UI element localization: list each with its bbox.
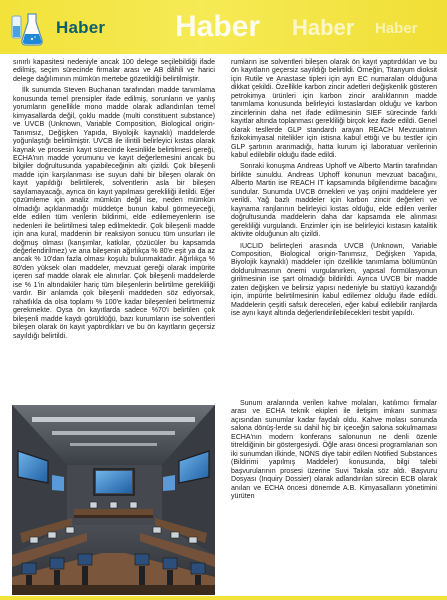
conference-hall-illustration: [12, 405, 215, 595]
lower-right-article-column: [231, 400, 437, 504]
conference-hall-photo: [12, 405, 215, 595]
header-watermark: Haber: [375, 20, 418, 37]
header-watermark: Haber: [292, 15, 355, 40]
right-article-column: [231, 59, 437, 322]
header-band: [0, 0, 447, 54]
paragraph: IUCLID belirteçleri arasında UVCB (Unknown, Variable Composition, Biological origin-Tanımsız, Değişken Yapıda, Biyolojik kaynaklı) maddeler için özellikle tanımlama bölümünün doldurulmasının önemi vurgulanırken, yapısal formülasyonun girilmesinin ise şart olmadığı bildirildi. Ayrıca UVCB bir madde zaten değişken ve belirsiz yapısı nedeniyle bu statüyü kazandığı için, impürite belirtilmesinin kabul edilemez olduğu ifade edildi. Maddelerin çeşitli safsık dereceleri, eğer kabul edilebilir ranjlarda ise aynı kayıt altında değerlendirilebilecekleri tesbit yapıldı.: [231, 242, 437, 318]
paragraph: sınırlı kapasitesi nedeniyle ancak 100 delege seçilebildiği ifade edilmiş, seçim sürecinde firmalar arası ve AB dâhili ve harici delege dağılımının mümkün mertebe gözetildiği belirtilmiştir.: [13, 59, 215, 83]
left-article-column: [13, 59, 215, 344]
flask-icon: [8, 10, 44, 48]
footer-band: [0, 596, 447, 600]
section-title: Haber: [56, 18, 106, 37]
header-watermark: Haber: [175, 10, 261, 43]
paragraph: rumların ise solventleri bileşen olarak ön kayıt yaptırdıkları ve bu ön kayıtların geçersiz sayıldığı belirtildi. Örneğin, Titanyum dioksit için Rutile ve Anastase tipleri için ayrı EC numaraları olduğuna dikkat çekildi. Özellikle karbon zincir adetleri değişkenlik gösteren petrokimya ürünleri için karbon zincir aralıklarının madde tanımlama konusunda belirleyici kıstaslardan olduğu ve karbon zincirlerinin daha net ifade edilmesinin SIEF sürecinde farklı kayıtlar altında toplanması gerekliliği birçok kez ifade edildi. Genel olarak tesllerde GLP standardı arayan REACH Mevzuatının fizikokimyasal nitelikler için istisna kabul ettiği ve bu testler için GLP şartının aranmadığı, hatta kurum içi laboratuar verilerinin kabul edilebilir olduğu ifade edildi.: [231, 59, 437, 159]
paragraph: Sonraki konuşma Andreas Uphoff ve Alberto Martin tarafından birlikte sunuldu. Andreas Uphoff konunun mevzuat bacağını, Alberto Martin ise REACH IT kapsamında bilgilendirme bacağını sundular. Sunumda UVCB örnekleri ve yaş orijini maddelere yer verildi. Yağ bazlı maddeler için karbon zincir değerleri ve kaynama ranjlarının belirleyici kıstas olduğu, elde edilen veriler doğrultusunda maddelerin daha dar kapsamda ele alınması gerekliliği vurgulandı. Enzimler için ise belirleyici kıstasın katalitik aktivite olduğunun altı çizildi.: [231, 163, 437, 239]
paragraph: Sunum aralarında verilen kahve molaları, katılımcı firmalar arası ve ECHA teknik ekipleri ile iletişim imkanı sunması açısından sunumlar kadar faydalı oldu. Kahve molası sonunda salona dönüş-lerde su dahil hiç bir içeceğin salona sokulmaması ECHA'nın modern konferans salonunun ne denli özenle titreldiğinin bir göstergesiydi. Öğle arası öncesi programlanan son iki sunumdan ilkinde, NONS diye tabir edilen Notified Substances (Bildirimi yapılmış Maddeler) konusunda, bilgi talebi başvurularının prosesi üzerine Suvi Takala söz aldı. Başvuru Dosyası (Inquiry Dossier) olarak adlandırılan sürecin ECB olarak anılan ve ECHA öncesi dönemde A.B. Kimyasalların yönetimini yürüten: [231, 400, 437, 500]
paragraph: İlk sunumda Steven Buchanan tarafından madde tanımlama konusunda temel prensipler ifade edilmiş, sorunların ve yanlış yorumların genellikle mono madde olarak adlandırılan temel kimyasallarda değil, çoklu madde (multi constituent substance) ve UVCB (Unknown, Variable Composition, Biological origin-Tanımsız, Değişken Yapıda, Biyolojik kaynaklı) maddelerde yoğunlaştığı belirtilmiştir. UVCB ile ilintili belirleyici kıstas olarak kaynak ve prosesin kayıt sürecinde kesinlikle belirtilmesi gereği, ECHA'nın madde yorumunu ve kayıt değerlemesini ancak bu bilgiler doğrultusunda yapabileceğinin altı çizildi. Çok bileşenli madde için karşılanması ise suyun dahi bir bileşen olarak ön kayıt yapıldığı belirtilerek, solventlerin asla bir bileşen sayılamayacağı, ayrıca ön kayıt yapılması gerekliliği iletildi. Eğer çözümleme için analiz mümkün değil ise, neden mümkün olmadığı açıklanmadığı müddetçe bunun kabul görmeyeceği, elde edilen tüm verilerin bildirimi, elde edilemeyenlerin ise nedenleri ile belirtilmesi talep edilmektedir. Çok bileşenli madde için ana kural, maddenin bir reaksiyon sonucu tüm unsurları ile doğmuş olması (karışımlar, katkılar, çözücüler bu kapsamda değerlendirilmez) ve ana bileşenin ağırlıkça % 80'e eşit ya da az ancak % 10'dan fazla olması koşulu bulunmaktadır. Ağırlıkça % 80'den yüksek olan maddeler, mevzuat gereği olarak impürite içeren saf madde olarak ele alınırlar. Çok bileşenli maddelerde ise % 1'in altındakiler hariç tüm bileşenlerin belirtilme gerekliliği vardır. Bir anlamda çok bileşenli maddeden söz ediyorsak, rahatlıkla da olsa toplamı % 100'e kadar bileşenleri belirtmemiz gerekmekte. Oysa ön kayıtlarda sadece %70'i belirtilen çok bileşenli madde kaydı görüldüğü, bazı kurumların ise solventleri bileşen olarak ön kayıt yaptırdıkları ve bu ön kayıtların geçersiz sayıldığı belirtildi.: [13, 87, 215, 340]
